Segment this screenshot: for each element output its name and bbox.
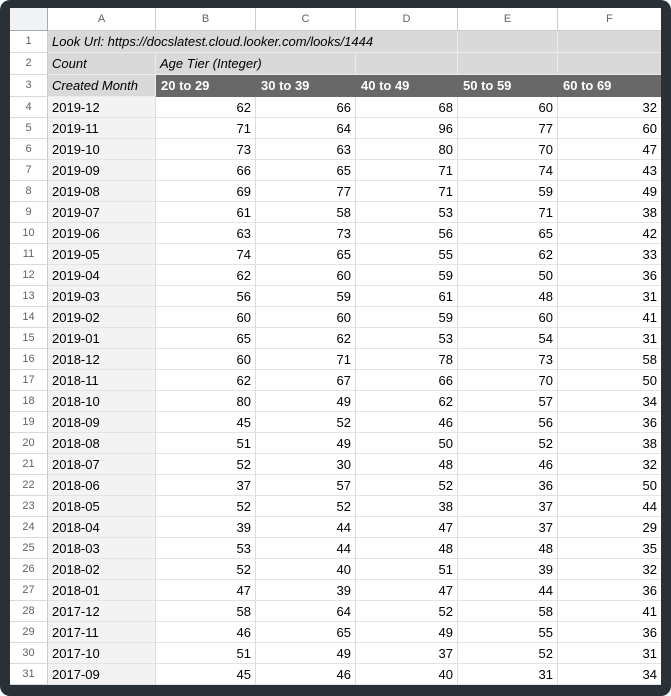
value-cell[interactable]: 65 — [256, 160, 356, 181]
value-cell[interactable]: 49 — [256, 643, 356, 664]
value-cell[interactable]: 71 — [356, 160, 458, 181]
row-number[interactable]: 24 — [10, 517, 48, 538]
value-cell[interactable]: 56 — [356, 223, 458, 244]
value-cell[interactable]: 35 — [558, 538, 661, 559]
month-cell[interactable]: 2019-08 — [48, 181, 156, 202]
value-cell[interactable]: 66 — [156, 160, 256, 181]
month-cell[interactable]: 2019-03 — [48, 286, 156, 307]
row-header-1[interactable]: 1 — [10, 31, 48, 53]
cell-e2-empty[interactable] — [458, 53, 558, 75]
value-cell[interactable]: 42 — [558, 223, 661, 244]
month-cell[interactable]: 2019-09 — [48, 160, 156, 181]
value-cell[interactable]: 60 — [256, 307, 356, 328]
month-cell[interactable]: 2018-01 — [48, 580, 156, 601]
month-cell[interactable]: 2018-11 — [48, 370, 156, 391]
column-header-b[interactable]: B — [156, 8, 256, 31]
value-cell[interactable]: 31 — [458, 664, 558, 685]
value-cell[interactable]: 46 — [356, 412, 458, 433]
value-cell[interactable]: 34 — [558, 391, 661, 412]
row-number[interactable]: 10 — [10, 223, 48, 244]
value-cell[interactable]: 52 — [256, 496, 356, 517]
month-cell[interactable]: 2019-05 — [48, 244, 156, 265]
value-cell[interactable]: 46 — [156, 622, 256, 643]
value-cell[interactable]: 46 — [256, 664, 356, 685]
value-cell[interactable]: 68 — [356, 97, 458, 118]
row-number[interactable]: 30 — [10, 643, 48, 664]
month-cell[interactable]: 2018-09 — [48, 412, 156, 433]
row-number[interactable]: 6 — [10, 139, 48, 160]
value-cell[interactable]: 69 — [156, 181, 256, 202]
value-cell[interactable]: 61 — [156, 202, 256, 223]
value-cell[interactable]: 60 — [156, 349, 256, 370]
row-number[interactable]: 22 — [10, 475, 48, 496]
month-cell[interactable]: 2018-07 — [48, 454, 156, 475]
value-cell[interactable]: 41 — [558, 601, 661, 622]
tier-header-50-59[interactable]: 50 to 59 — [458, 75, 558, 97]
value-cell[interactable]: 71 — [458, 202, 558, 223]
value-cell[interactable]: 59 — [356, 265, 458, 286]
tier-header-40-49[interactable]: 40 to 49 — [356, 75, 458, 97]
month-cell[interactable]: 2019-01 — [48, 328, 156, 349]
value-cell[interactable]: 52 — [356, 475, 458, 496]
value-cell[interactable]: 59 — [356, 307, 458, 328]
value-cell[interactable]: 64 — [256, 601, 356, 622]
row-number[interactable]: 9 — [10, 202, 48, 223]
value-cell[interactable]: 57 — [458, 391, 558, 412]
row-number[interactable]: 28 — [10, 601, 48, 622]
value-cell[interactable]: 37 — [458, 496, 558, 517]
value-cell[interactable]: 31 — [558, 643, 661, 664]
row-number[interactable]: 27 — [10, 580, 48, 601]
row-number[interactable]: 19 — [10, 412, 48, 433]
cell-f2-empty[interactable] — [558, 53, 661, 75]
value-cell[interactable]: 62 — [356, 391, 458, 412]
value-cell[interactable]: 62 — [156, 97, 256, 118]
value-cell[interactable]: 41 — [558, 307, 661, 328]
value-cell[interactable]: 38 — [356, 496, 458, 517]
value-cell[interactable]: 63 — [256, 139, 356, 160]
value-cell[interactable]: 59 — [458, 181, 558, 202]
value-cell[interactable]: 63 — [156, 223, 256, 244]
cell-age-tier-label[interactable]: Age Tier (Integer) — [156, 53, 356, 75]
month-cell[interactable]: 2017-11 — [48, 622, 156, 643]
value-cell[interactable]: 73 — [156, 139, 256, 160]
value-cell[interactable]: 60 — [256, 265, 356, 286]
value-cell[interactable]: 38 — [558, 433, 661, 454]
value-cell[interactable]: 51 — [356, 559, 458, 580]
value-cell[interactable]: 65 — [256, 622, 356, 643]
value-cell[interactable]: 49 — [558, 181, 661, 202]
value-cell[interactable]: 33 — [558, 244, 661, 265]
value-cell[interactable]: 58 — [458, 601, 558, 622]
value-cell[interactable]: 64 — [256, 118, 356, 139]
value-cell[interactable]: 39 — [458, 559, 558, 580]
value-cell[interactable]: 77 — [256, 181, 356, 202]
value-cell[interactable]: 31 — [558, 328, 661, 349]
tier-header-60-69[interactable]: 60 to 69 — [558, 75, 661, 97]
value-cell[interactable]: 61 — [356, 286, 458, 307]
value-cell[interactable]: 74 — [458, 160, 558, 181]
column-header-e[interactable]: E — [458, 8, 558, 31]
month-cell[interactable]: 2019-11 — [48, 118, 156, 139]
value-cell[interactable]: 47 — [356, 580, 458, 601]
value-cell[interactable]: 48 — [458, 538, 558, 559]
tier-header-20-29[interactable]: 20 to 29 — [156, 75, 256, 97]
row-number[interactable]: 20 — [10, 433, 48, 454]
value-cell[interactable]: 44 — [558, 496, 661, 517]
column-header-f[interactable]: F — [558, 8, 661, 31]
value-cell[interactable]: 55 — [458, 622, 558, 643]
value-cell[interactable]: 78 — [356, 349, 458, 370]
value-cell[interactable]: 59 — [256, 286, 356, 307]
value-cell[interactable]: 96 — [356, 118, 458, 139]
cell-e1-empty[interactable] — [458, 31, 558, 53]
month-cell[interactable]: 2017-10 — [48, 643, 156, 664]
value-cell[interactable]: 60 — [558, 118, 661, 139]
value-cell[interactable]: 80 — [356, 139, 458, 160]
value-cell[interactable]: 73 — [256, 223, 356, 244]
value-cell[interactable]: 65 — [458, 223, 558, 244]
row-number[interactable]: 18 — [10, 391, 48, 412]
value-cell[interactable]: 36 — [558, 265, 661, 286]
value-cell[interactable]: 34 — [558, 664, 661, 685]
row-number[interactable]: 25 — [10, 538, 48, 559]
value-cell[interactable]: 58 — [558, 349, 661, 370]
value-cell[interactable]: 71 — [256, 349, 356, 370]
column-header-a[interactable]: A — [48, 8, 156, 31]
row-header-2[interactable]: 2 — [10, 53, 48, 75]
month-cell[interactable]: 2018-08 — [48, 433, 156, 454]
value-cell[interactable]: 52 — [156, 496, 256, 517]
value-cell[interactable]: 53 — [356, 328, 458, 349]
month-cell[interactable]: 2018-06 — [48, 475, 156, 496]
value-cell[interactable]: 31 — [558, 286, 661, 307]
value-cell[interactable]: 62 — [256, 328, 356, 349]
value-cell[interactable]: 40 — [256, 559, 356, 580]
value-cell[interactable]: 71 — [156, 118, 256, 139]
value-cell[interactable]: 39 — [256, 580, 356, 601]
value-cell[interactable]: 70 — [458, 139, 558, 160]
month-cell[interactable]: 2019-12 — [48, 97, 156, 118]
value-cell[interactable]: 32 — [558, 559, 661, 580]
value-cell[interactable]: 57 — [256, 475, 356, 496]
value-cell[interactable]: 60 — [156, 307, 256, 328]
value-cell[interactable]: 40 — [356, 664, 458, 685]
value-cell[interactable]: 32 — [558, 97, 661, 118]
cell-count-label[interactable]: Count — [48, 53, 156, 75]
value-cell[interactable]: 60 — [458, 97, 558, 118]
month-cell[interactable]: 2017-12 — [48, 601, 156, 622]
value-cell[interactable]: 50 — [558, 475, 661, 496]
value-cell[interactable]: 29 — [558, 517, 661, 538]
value-cell[interactable]: 37 — [156, 475, 256, 496]
cell-created-month-label[interactable]: Created Month — [48, 75, 156, 97]
row-number[interactable]: 29 — [10, 622, 48, 643]
value-cell[interactable]: 39 — [156, 517, 256, 538]
month-cell[interactable]: 2019-02 — [48, 307, 156, 328]
value-cell[interactable]: 54 — [458, 328, 558, 349]
value-cell[interactable]: 47 — [356, 517, 458, 538]
value-cell[interactable]: 66 — [256, 97, 356, 118]
value-cell[interactable]: 62 — [156, 370, 256, 391]
value-cell[interactable]: 52 — [458, 643, 558, 664]
row-number[interactable]: 21 — [10, 454, 48, 475]
value-cell[interactable]: 48 — [458, 286, 558, 307]
value-cell[interactable]: 56 — [458, 412, 558, 433]
value-cell[interactable]: 65 — [256, 244, 356, 265]
value-cell[interactable]: 62 — [458, 244, 558, 265]
value-cell[interactable]: 65 — [156, 328, 256, 349]
value-cell[interactable]: 49 — [356, 622, 458, 643]
value-cell[interactable]: 52 — [156, 454, 256, 475]
value-cell[interactable]: 37 — [356, 643, 458, 664]
month-cell[interactable]: 2017-09 — [48, 664, 156, 685]
value-cell[interactable]: 77 — [458, 118, 558, 139]
value-cell[interactable]: 66 — [356, 370, 458, 391]
value-cell[interactable]: 51 — [156, 643, 256, 664]
month-cell[interactable]: 2019-04 — [48, 265, 156, 286]
row-number[interactable]: 16 — [10, 349, 48, 370]
cell-look-url[interactable]: Look Url: https://docslatest.cloud.looker.com/looks/1444 — [48, 31, 458, 53]
row-number[interactable]: 26 — [10, 559, 48, 580]
cell-f1-empty[interactable] — [558, 31, 661, 53]
cell-d2-empty[interactable] — [356, 53, 458, 75]
month-cell[interactable]: 2019-06 — [48, 223, 156, 244]
value-cell[interactable]: 36 — [458, 475, 558, 496]
value-cell[interactable]: 44 — [256, 538, 356, 559]
value-cell[interactable]: 50 — [558, 370, 661, 391]
row-number[interactable]: 4 — [10, 97, 48, 118]
value-cell[interactable]: 48 — [356, 538, 458, 559]
row-number[interactable]: 12 — [10, 265, 48, 286]
row-number[interactable]: 7 — [10, 160, 48, 181]
value-cell[interactable]: 71 — [356, 181, 458, 202]
row-header-3[interactable]: 3 — [10, 75, 48, 97]
row-number[interactable]: 5 — [10, 118, 48, 139]
row-number[interactable]: 8 — [10, 181, 48, 202]
value-cell[interactable]: 44 — [256, 517, 356, 538]
value-cell[interactable]: 47 — [156, 580, 256, 601]
value-cell[interactable]: 47 — [558, 139, 661, 160]
month-cell[interactable]: 2018-02 — [48, 559, 156, 580]
value-cell[interactable]: 32 — [558, 454, 661, 475]
month-cell[interactable]: 2018-10 — [48, 391, 156, 412]
value-cell[interactable]: 67 — [256, 370, 356, 391]
tier-header-30-39[interactable]: 30 to 39 — [256, 75, 356, 97]
value-cell[interactable]: 36 — [558, 580, 661, 601]
value-cell[interactable]: 38 — [558, 202, 661, 223]
value-cell[interactable]: 36 — [558, 622, 661, 643]
value-cell[interactable]: 36 — [558, 412, 661, 433]
value-cell[interactable]: 43 — [558, 160, 661, 181]
value-cell[interactable]: 56 — [156, 286, 256, 307]
value-cell[interactable]: 80 — [156, 391, 256, 412]
value-cell[interactable]: 52 — [256, 412, 356, 433]
value-cell[interactable]: 52 — [458, 433, 558, 454]
value-cell[interactable]: 45 — [156, 412, 256, 433]
value-cell[interactable]: 55 — [356, 244, 458, 265]
value-cell[interactable]: 73 — [458, 349, 558, 370]
value-cell[interactable]: 70 — [458, 370, 558, 391]
value-cell[interactable]: 30 — [256, 454, 356, 475]
value-cell[interactable]: 62 — [156, 265, 256, 286]
value-cell[interactable]: 50 — [458, 265, 558, 286]
row-number[interactable]: 11 — [10, 244, 48, 265]
value-cell[interactable]: 58 — [256, 202, 356, 223]
value-cell[interactable]: 44 — [458, 580, 558, 601]
month-cell[interactable]: 2018-05 — [48, 496, 156, 517]
month-cell[interactable]: 2018-12 — [48, 349, 156, 370]
value-cell[interactable]: 52 — [356, 601, 458, 622]
column-header-d[interactable]: D — [356, 8, 458, 31]
month-cell[interactable]: 2018-03 — [48, 538, 156, 559]
value-cell[interactable]: 74 — [156, 244, 256, 265]
month-cell[interactable]: 2019-07 — [48, 202, 156, 223]
month-cell[interactable]: 2019-10 — [48, 139, 156, 160]
value-cell[interactable]: 52 — [156, 559, 256, 580]
value-cell[interactable]: 48 — [356, 454, 458, 475]
row-number[interactable]: 17 — [10, 370, 48, 391]
value-cell[interactable]: 53 — [356, 202, 458, 223]
row-number[interactable]: 14 — [10, 307, 48, 328]
column-header-c[interactable]: C — [256, 8, 356, 31]
spreadsheet-grid — [10, 8, 661, 685]
month-cell[interactable]: 2018-04 — [48, 517, 156, 538]
value-cell[interactable]: 53 — [156, 538, 256, 559]
value-cell[interactable]: 46 — [458, 454, 558, 475]
value-cell[interactable]: 60 — [458, 307, 558, 328]
value-cell[interactable]: 49 — [256, 391, 356, 412]
value-cell[interactable]: 58 — [156, 601, 256, 622]
value-cell[interactable]: 37 — [458, 517, 558, 538]
value-cell[interactable]: 51 — [156, 433, 256, 454]
row-number[interactable]: 15 — [10, 328, 48, 349]
row-number[interactable]: 31 — [10, 664, 48, 685]
row-number[interactable]: 13 — [10, 286, 48, 307]
value-cell[interactable]: 49 — [256, 433, 356, 454]
value-cell[interactable]: 50 — [356, 433, 458, 454]
select-all-corner[interactable] — [10, 8, 48, 31]
value-cell[interactable]: 45 — [156, 664, 256, 685]
row-number[interactable]: 23 — [10, 496, 48, 517]
